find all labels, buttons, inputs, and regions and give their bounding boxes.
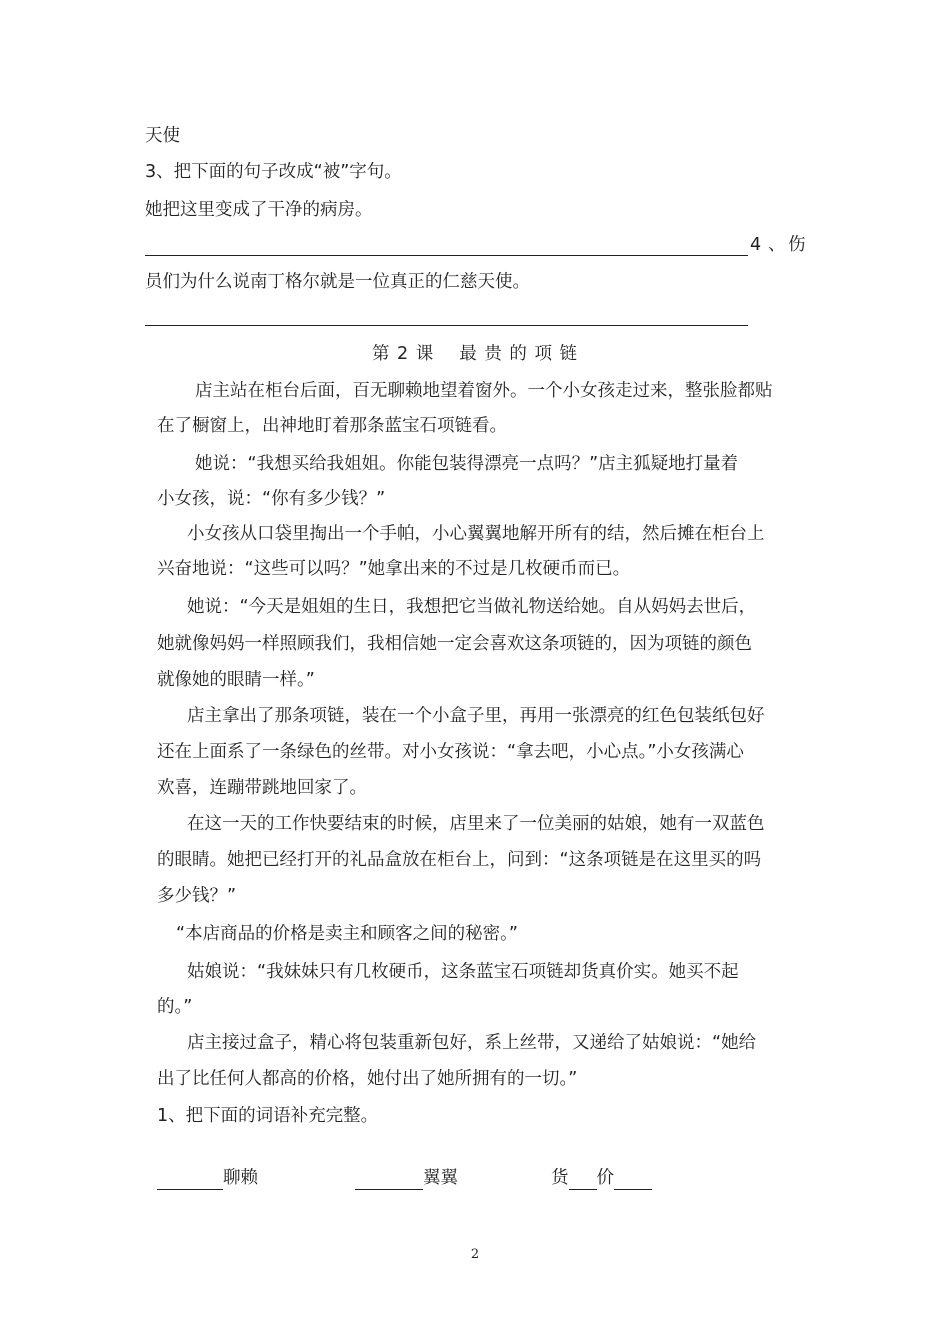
word-text: 聊赖 [223, 1168, 258, 1188]
paragraph-line: 她说：“我想买给我姐姐。你能包装得漂亮一点吗？”店主狐疑地打量着 [195, 454, 739, 474]
page-number: 2 [470, 1247, 480, 1262]
word-text: 价 [596, 1168, 614, 1188]
paragraph-line: 的。” [157, 997, 193, 1017]
question-4-text: 员们为什么说南丁格尔就是一位真正的仁慈天使。 [145, 272, 530, 292]
paragraph-line: 兴奋地说：“这些可以吗？”她拿出来的不过是几枚硬币而已。 [157, 559, 631, 579]
paragraph-line: 在这一天的工作快要结束的时候，店里来了一位美丽的姑娘，她有一双蓝色 [187, 814, 765, 834]
paragraph-line: 出了比任何人都高的价格，她付出了她所拥有的一切。” [157, 1069, 578, 1089]
word-text: 翼翼 [423, 1168, 458, 1188]
paragraph-line: “本店商品的价格是卖主和顾客之间的秘密。” [176, 924, 518, 944]
paragraph-line: 姑娘说：“我妹妹只有几枚硬币，这条蓝宝石项链却货真价实。她买不起 [187, 962, 739, 982]
fill-blank-word-2 [355, 1166, 458, 1190]
blank-field[interactable] [355, 1169, 423, 1190]
paragraph-line: 的眼睛。她把已经打开的礼品盒放在柜台上，问到：“这条项链是在这里买的吗 [157, 850, 762, 870]
lesson-title: 第 2 课 最 贵 的 项 链 [371, 344, 579, 364]
paragraph-line: 还在上面系了一条绿色的丝带。对小女孩说：“拿去吧，小心点。”小女孩满心 [157, 742, 744, 762]
paragraph-line: 店主接过盒子，精心将包装重新包好，系上丝带，又递给了姑娘说：“她给 [187, 1033, 757, 1053]
blank-field[interactable] [157, 1169, 223, 1190]
paragraph-line: 欢喜，连蹦带跳地回家了。 [157, 778, 367, 798]
paragraph-line: 多少钱？” [157, 886, 237, 906]
question-4-number: 4 [750, 235, 762, 255]
fill-blank-word-1 [157, 1166, 258, 1190]
paragraph-line: 店主拿出了那条项链，装在一个小盒子里，再用一张漂亮的红色包装纸包好 [187, 706, 765, 726]
fragment-tianshi: 天使 [145, 126, 180, 146]
question-4-separator: 、 [768, 235, 786, 255]
paragraph-line: 在了橱窗上，出神地盯着那条蓝宝石项链看。 [157, 416, 507, 436]
paragraph-line: 就像她的眼睛一样。” [157, 670, 315, 690]
paragraph-line: 她说：“今天是姐姐的生日，我想把它当做礼物送给她。自从妈妈去世后， [187, 597, 757, 617]
word-text: 货 [551, 1168, 569, 1188]
answer-line-q4 [145, 325, 748, 326]
question-4-word: 伤 [788, 235, 806, 255]
fill-blank-word-3 [551, 1166, 652, 1190]
answer-line-q3 [145, 255, 748, 256]
paragraph-line: 小女孩，说：“你有多少钱？” [157, 489, 386, 509]
question-1: 1、把下面的词语补充完整。 [157, 1106, 379, 1126]
paragraph-line: 店主站在柜台后面，百无聊赖地望着窗外。一个小女孩走过来，整张脸都贴 [195, 381, 773, 401]
paragraph-line: 她就像妈妈一样照顾我们，我相信她一定会喜欢这条项链的，因为项链的颜色 [157, 634, 752, 654]
blank-field[interactable] [614, 1169, 652, 1190]
question-3-sentence: 她把这里变成了干净的病房。 [145, 200, 373, 220]
blank-field[interactable] [569, 1169, 597, 1190]
question-3: 3、把下面的句子改成“被”字句。 [145, 162, 402, 182]
paragraph-line: 小女孩从口袋里掏出一个手帕，小心翼翼地解开所有的结，然后摊在柜台上 [187, 524, 765, 544]
